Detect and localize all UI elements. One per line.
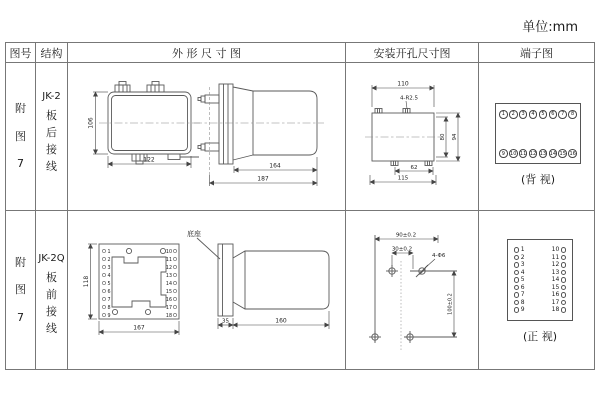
terminal-dot-icon (514, 285, 519, 290)
dim-h-span: 90±0.2 (395, 232, 417, 239)
jk2q-side-dims (218, 311, 329, 329)
terminal-number: 12 (552, 262, 566, 268)
dim-body-depth: 164 (269, 162, 281, 170)
plate-terminal (166, 281, 177, 287)
terminal-right-column (552, 247, 566, 313)
plate-terminal (102, 313, 110, 319)
terminal-dot-icon (514, 300, 519, 305)
model-label: JK-2Q (38, 253, 65, 264)
terminal-number: 4 (514, 270, 525, 276)
jk2-cutout-drawing (346, 63, 479, 211)
terminal-number: 13 (539, 150, 547, 157)
header-mounting: 安装开孔尺寸图 (346, 43, 479, 63)
terminal-number: 10 (510, 150, 517, 157)
jk2q-side-view (187, 229, 329, 316)
unit-label: 单位:mm (522, 20, 578, 35)
terminal-left-column (514, 247, 525, 313)
svg-text:13: 13 (165, 273, 172, 279)
dim-body-depth: 160 (275, 317, 287, 325)
fig-no-label: 附图7 (15, 102, 26, 171)
terminal-dot-icon (561, 285, 566, 290)
fig-no-label: 附图7 (15, 255, 26, 324)
terminal-number: 2 (509, 110, 518, 119)
wiring-label: 板前接线 (46, 271, 57, 336)
cell-fig-no-jk2q (6, 211, 36, 369)
svg-text:14: 14 (165, 281, 172, 287)
terminal-number: 4 (529, 110, 538, 119)
terminal-dot-icon (561, 247, 566, 252)
drill-dims (375, 233, 454, 338)
plate-terminal (102, 265, 110, 271)
svg-text:16: 16 (165, 297, 172, 303)
dim-height: 106 (87, 117, 95, 129)
terminal-number: 1 (514, 247, 525, 253)
plate-terminal (166, 257, 177, 263)
dim-v-span: 100±0.2 (447, 293, 454, 315)
terminal-number: 15 (559, 150, 566, 157)
base-label: 底座 (187, 230, 201, 238)
dim-h-offset: 30±0.2 (391, 246, 413, 253)
terminal-dot-icon (514, 292, 519, 297)
terminal-dot-icon (514, 270, 519, 275)
terminal-caption: (背 视) (520, 173, 556, 186)
terminal-number: 16 (552, 292, 566, 298)
terminal-dot-icon (514, 255, 519, 260)
terminal-number: 10 (552, 247, 566, 253)
terminal-dot-icon (561, 255, 566, 260)
svg-text:2: 2 (107, 257, 111, 263)
terminal-number: 14 (552, 277, 566, 283)
svg-text:5: 5 (107, 281, 111, 287)
plate-terminal (102, 281, 110, 287)
terminal-number: 17 (552, 300, 566, 306)
svg-text:12: 12 (165, 265, 172, 271)
header-terminal: 端子图 (479, 43, 594, 63)
plate-terminal (166, 249, 177, 255)
terminal-number: 15 (552, 285, 566, 291)
svg-text:18: 18 (165, 313, 172, 319)
dim-height: 118 (83, 275, 90, 288)
terminal-number: 5 (539, 110, 548, 119)
cell-terminal-jk2 (479, 63, 594, 211)
plate-terminal (102, 257, 110, 263)
svg-text:17: 17 (165, 305, 172, 311)
jk2-front-view (99, 82, 202, 165)
terminal-box (495, 103, 581, 164)
cell-mounting-jk2q (346, 211, 479, 369)
terminal-dot-icon (514, 247, 519, 252)
header-outline: 外 形 尺 寸 图 (68, 43, 346, 63)
cell-outline-jk2 (68, 63, 346, 211)
terminal-number: 12 (529, 150, 537, 157)
dim-bottom-width: 115 (397, 175, 409, 182)
terminal-caption: (正 视) (522, 330, 558, 343)
wiring-label: 板后接线 (46, 109, 57, 174)
dim-notch-span: 62 (410, 165, 418, 171)
jk2-side-view (194, 84, 324, 175)
dim-base-depth: 35 (222, 318, 229, 325)
terminal-box (507, 239, 573, 321)
jk2q-drill-drawing (346, 211, 479, 369)
plate-terminal (102, 249, 110, 255)
spec-table (5, 42, 595, 370)
jk2q-front-dims (83, 244, 179, 335)
plate-terminal (166, 289, 177, 295)
terminal-number: 11 (519, 150, 527, 157)
dim-inner-height: 80 (440, 133, 446, 141)
plate-terminal (166, 297, 177, 303)
dim-width: 122 (143, 156, 155, 164)
terminal-dot-icon (561, 300, 566, 305)
terminal-number: 18 (552, 307, 566, 313)
svg-text:10: 10 (165, 249, 172, 255)
cell-structure-jk2 (36, 63, 68, 211)
terminal-dot-icon (514, 277, 519, 282)
plate-terminal (102, 305, 110, 311)
jk2-terminal-diagram (495, 103, 581, 187)
label-hole-size: 4-Φ6 (432, 253, 446, 259)
cell-terminal-jk2q (479, 211, 594, 369)
plate-terminal (166, 273, 177, 279)
svg-text:1: 1 (107, 249, 111, 255)
terminal-dot-icon (514, 262, 519, 267)
plate-terminal (102, 289, 110, 295)
dim-width: 167 (133, 324, 145, 332)
svg-text:6: 6 (107, 289, 111, 295)
jk2-front-dims (88, 92, 192, 168)
label-corner-radius: 4-R2.5 (399, 95, 419, 102)
jk2q-outline-drawing (68, 211, 346, 369)
terminal-number: 3 (514, 262, 525, 268)
svg-text:11: 11 (165, 257, 172, 263)
header-structure: 结构 (36, 43, 68, 63)
cell-structure-jk2q (36, 211, 68, 369)
svg-text:8: 8 (107, 305, 111, 311)
cell-outline-jk2q (68, 211, 346, 369)
svg-text:9: 9 (107, 313, 111, 319)
terminal-number: 6 (514, 285, 525, 291)
terminal-number: 11 (552, 255, 566, 261)
plate-terminal (102, 297, 110, 303)
terminal-top-row (499, 110, 577, 119)
plate-terminal (102, 273, 110, 279)
jk2-side-dims (210, 157, 318, 186)
svg-text:15: 15 (165, 289, 172, 295)
svg-text:3: 3 (107, 265, 111, 271)
terminal-dot-icon (561, 262, 566, 267)
header-fig-no: 图号 (6, 43, 36, 63)
terminal-dot-icon (561, 307, 566, 312)
svg-text:7: 7 (107, 297, 111, 303)
terminal-number: 3 (519, 110, 528, 119)
cutout-shape (365, 109, 441, 166)
terminal-number: 7 (558, 110, 567, 119)
terminal-number: 1 (499, 110, 508, 119)
cell-fig-no-jk2 (6, 63, 36, 211)
terminal-number: 5 (514, 277, 525, 283)
svg-text:4: 4 (107, 273, 111, 279)
terminal-number: 6 (549, 110, 558, 119)
cell-mounting-jk2 (346, 63, 479, 211)
terminal-number: 13 (552, 270, 566, 276)
terminal-bottom-row (499, 149, 577, 158)
terminal-number: 8 (568, 110, 577, 119)
terminal-dot-icon (561, 277, 566, 282)
cutout-dims (370, 81, 460, 186)
terminal-number: 7 (514, 292, 525, 298)
jk2q-terminal-diagram (507, 239, 573, 344)
dim-outer-height: 94 (452, 133, 458, 141)
terminal-dot-icon (514, 307, 519, 312)
terminal-dot-icon (561, 292, 566, 297)
model-label: JK-2 (42, 91, 61, 102)
terminal-number: 9 (514, 307, 525, 313)
jk2-outline-drawing (68, 63, 346, 211)
dim-total-depth: 187 (257, 175, 269, 183)
dim-top-width: 110 (397, 80, 409, 88)
plate-terminal (166, 313, 177, 319)
terminal-number: 14 (549, 150, 557, 157)
terminal-number: 9 (499, 149, 508, 158)
terminal-number: 16 (569, 150, 576, 157)
terminal-number: 2 (514, 255, 525, 261)
jk2q-plate-terminals (102, 249, 176, 319)
terminal-dot-icon (561, 270, 566, 275)
plate-terminal (166, 305, 177, 311)
terminal-number: 8 (514, 300, 525, 306)
plate-terminal (166, 265, 177, 271)
